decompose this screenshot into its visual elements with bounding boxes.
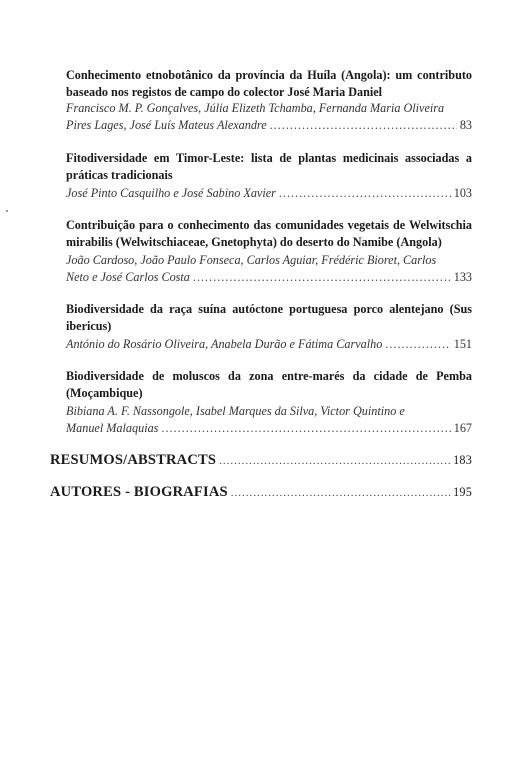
- entry-authors-line: Bibiana A. F. Nassongole, Isabel Marques da Silva, Victor Quintino e: [66, 404, 405, 418]
- entry-title: Biodiversidade da raça suína autóctone portuguesa porco alentejano (Sus ibericus): [66, 302, 472, 333]
- page-number: 133: [453, 270, 472, 284]
- dot-leader: [161, 420, 450, 437]
- entry-title: Conhecimento etnobotânico da província da Huíla (Angola): um contributo baseado nos registos de campo do colector José Maria Daniel: [66, 68, 472, 99]
- section-title: RESUMOS/ABSTRACTS: [50, 452, 217, 468]
- entry-authors-line: António do Rosário Oliveira, Anabela Durão e Fátima Carvalho: [66, 337, 383, 351]
- dot-leader: [385, 336, 450, 353]
- entry-authors-line: Francisco M. P. Gonçalves, Júlia Elizeth Tchamba, Fernanda Maria Oliveira: [66, 101, 445, 115]
- dot-leader: [270, 117, 457, 134]
- page-number: 151: [453, 337, 472, 351]
- dot-leader: [219, 455, 450, 467]
- dot-leader: [279, 185, 451, 202]
- section-title: AUTORES - BIOGRAFIAS: [50, 484, 228, 500]
- toc-entry-4: [66, 301, 472, 353]
- entry-authors-line: João Cardoso, João Paulo Fonseca, Carlos Aguiar, Frédéric Bioret, Carlos: [66, 253, 437, 267]
- entry-authors-leader: [66, 269, 472, 286]
- entry-authors-line: Pires Lages, José Luís Mateus Alexandre: [66, 118, 267, 132]
- toc-section-autores: [50, 484, 472, 501]
- page-speck: [6, 210, 8, 212]
- toc-entry-5: [66, 368, 472, 437]
- page-number: 103: [453, 186, 472, 200]
- toc-entry-2: [66, 150, 472, 202]
- entry-authors-leader: [66, 117, 472, 134]
- page-number: 83: [459, 118, 472, 132]
- entry-authors-leader: [66, 420, 472, 437]
- entry-authors-line: José Pinto Casquilho e José Sabino Xavier: [66, 186, 276, 200]
- entry-authors-line: Neto e José Carlos Costa: [66, 270, 190, 284]
- entry-authors-leader: [66, 185, 472, 202]
- entry-title: Fitodiversidade em Timor-Leste: lista de plantas medicinais associadas a práticas tradicionais: [66, 151, 472, 182]
- toc-section-resumos: [50, 452, 472, 469]
- page-number: 195: [453, 485, 472, 499]
- dot-leader: [193, 269, 451, 286]
- entry-authors-line: Manuel Malaquias: [66, 421, 159, 435]
- page-number: 183: [453, 453, 472, 467]
- toc-entry-1: [66, 67, 472, 134]
- entry-title: Biodiversidade de moluscos da zona entre-marés da cidade de Pemba (Moçambique): [66, 369, 472, 400]
- toc-entry-3: [66, 217, 472, 286]
- entry-authors-leader: [66, 336, 472, 353]
- entry-title: Contribuição para o conhecimento das comunidades vegetais de Welwitschia mirabilis (Welwitschiaceae, Gnetophyta) do deserto do Namibe (Angola): [66, 218, 472, 249]
- dot-leader: [231, 487, 450, 499]
- page-number: 167: [453, 421, 472, 435]
